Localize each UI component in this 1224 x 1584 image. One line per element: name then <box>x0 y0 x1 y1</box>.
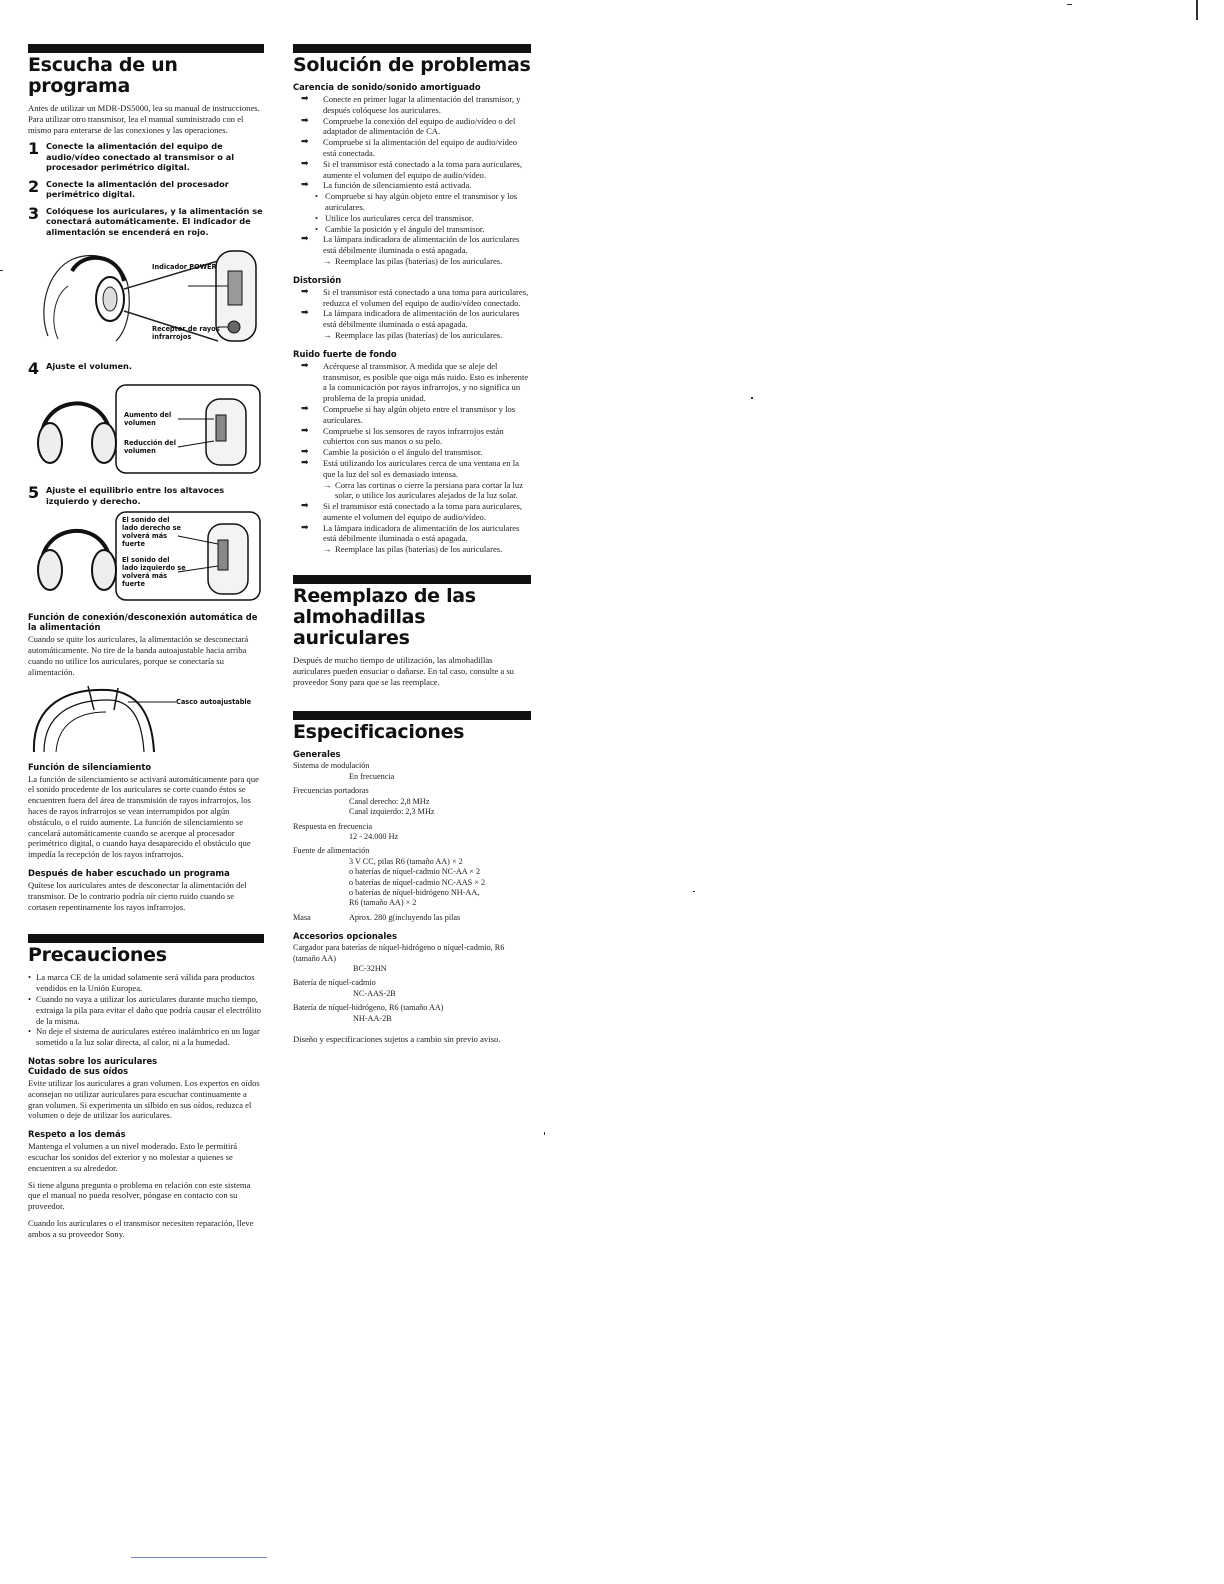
accessory-label: Batería de níquel-hidrógeno, R6 (tamaño AA) <box>293 1003 444 1013</box>
spec-power-line: o baterías de níquel-cadmio NC-AA × 2 <box>349 867 481 877</box>
column-right <box>293 0 531 1051</box>
bullet-icon: • <box>315 191 319 202</box>
scan-line <box>131 1557 267 1558</box>
list-item <box>293 426 531 448</box>
spec-power-label: Fuente de alimentación <box>293 846 370 856</box>
heading-background-noise: Ruido fuerte de fondo <box>293 348 397 359</box>
scan-mark <box>1196 0 1198 20</box>
item-text: Acérquese al transmisor. A medida que se aleje del transmisor, es posible que oiga más ruido. Esto es inherente a la comunicación por rayos infrarrojos, y no significa un problema de la propia unidad. <box>323 360 529 404</box>
item-text: Compruebe si los sensores de rayos infrarrojos están cubiertos con sus manos o su pelo. <box>323 425 504 447</box>
column-left <box>28 0 264 1245</box>
figure-balance <box>28 510 264 604</box>
step-1 <box>28 141 264 173</box>
item-text: La lámpara indicadora de alimentación de los auriculares está débilmente iluminada o está apagada. <box>323 308 520 330</box>
arrow-right-icon: ➡ <box>301 115 309 126</box>
arrow-right-icon: ➡ <box>301 403 309 414</box>
item-text: Compruebe si hay algún objeto entre el transmisor y los auriculares. <box>325 191 518 212</box>
arrow-right-icon: ➡ <box>301 94 309 104</box>
sub-item <box>293 480 531 502</box>
list-item <box>293 447 531 458</box>
mute-paragraph: La función de silenciamiento se activará automáticamente para que el sonido procedente de los auriculares se corte cuando éstos se encuentren fuera del área de transmisión de rayos infrarrojos, los haces de rayos infrarrojos se vean interrumpidos por algún obstáculo, o el ruido aumente. La función de silenciamiento se cancelará automáticamente cuando se acerque al procesador perimétrico digital, o cuando haya desaparecido el obstáculo que impedía la recepción de los rayos infrarrojos. <box>28 773 259 860</box>
step-2 <box>28 176 264 200</box>
spec-carrier-right: Canal derecho: 2,8 MHz <box>349 796 430 806</box>
spec-power-line: o baterías de níquel-hidrógeno NH-AA, <box>349 887 480 897</box>
after-paragraph: Quítese los auriculares antes de desconectar la alimentación del transmisor. De lo contrario podría oír cierto ruido cuando se cortasen repentinamente los rayos infrarrojos. <box>28 879 247 912</box>
heading-distortion: Distorsión <box>293 274 342 285</box>
list-item <box>293 361 531 404</box>
scan-dot <box>0 270 3 271</box>
item-text: Cambie la posición y el ángulo del transmisor. <box>325 223 485 234</box>
list-item <box>293 116 531 138</box>
item-text: Reemplace las pilas (baterías) de los auriculares. <box>335 544 503 555</box>
sub-item <box>293 191 531 213</box>
list-item <box>293 404 531 426</box>
arrow-right-icon: ➡ <box>301 286 309 297</box>
heading-ear-care: Cuidado de sus oídos <box>28 1065 129 1076</box>
figure-power-indicator <box>28 241 264 353</box>
small-arrow-icon: → <box>323 479 332 490</box>
label-balance-right: El sonido del lado derecho se volverá más fuerte <box>122 516 181 549</box>
spec-carrier-label: Frecuencias portadoras <box>293 786 369 796</box>
sub-item <box>293 213 531 224</box>
section-title-earpad-replacement: Reemplazo de las almohadillas auriculares <box>293 585 476 650</box>
arrow-right-icon: ➡ <box>301 425 309 436</box>
accessory-label: Cargador para baterías de níquel-hidrógeno o níquel-cadmio, R6 (tamaño AA) <box>293 943 505 963</box>
item-text: Utilice los auriculares cerca del transmisor. <box>325 212 474 223</box>
item-text: Compruebe si la alimentación del equipo de audio/vídeo está conectada. <box>323 137 518 158</box>
accessory-model: BC-32HN <box>353 963 387 973</box>
scan-dot <box>544 1132 545 1135</box>
small-arrow-icon: → <box>323 329 332 340</box>
arrow-right-icon: ➡ <box>301 522 309 533</box>
step-number: 2 <box>28 176 40 196</box>
headband-illustration <box>28 684 264 754</box>
spec-power-line: 3 V CC, pilas R6 (tamaño AA) × 2 <box>349 856 463 866</box>
item-text: Reemplace las pilas (baterías) de los auriculares. <box>335 329 503 340</box>
section-rule <box>293 44 531 53</box>
label-volume-down: Reducción del volumen <box>124 439 177 456</box>
step-number: 1 <box>28 139 40 159</box>
label-headband: Casco autoajustable <box>176 697 252 706</box>
spec-modulation-value: En frecuencia <box>349 771 395 781</box>
intro-paragraph: Antes de utilizar un MDR-DS5000, lea su manual de instrucciones. Para utilizar otro transmisor, lea el manual suministrado con el mismo para enterarse de las conexiones y las operaciones. <box>28 103 260 135</box>
step-number: 3 <box>28 203 40 223</box>
spec-mass-label: Masa <box>293 912 311 922</box>
item-text: Conecte en primer lugar la alimentación del transmisor, y después colóquese los auriculares. <box>323 94 521 115</box>
heading-respect: Respeto a los demás <box>28 1129 126 1140</box>
scan-dot <box>693 891 695 892</box>
item-text: La función de silenciamiento está activada. <box>323 180 472 191</box>
section-title-precautions: Precauciones <box>28 944 167 967</box>
figure-volume <box>28 381 264 477</box>
item-text: Reemplace las pilas (baterías) de los auriculares. <box>335 255 503 266</box>
heading-no-sound: Carencia de sonido/sonido amortiguado <box>293 82 481 92</box>
step-5 <box>28 485 264 506</box>
item-text: Cambie la posición o el ángulo del transmisor. <box>323 447 483 458</box>
item-text: Está utilizando los auriculares cerca de una ventana en la que la luz del sol es demasiado intensa. <box>323 457 519 479</box>
spec-mass-row <box>293 913 531 923</box>
accessory-label: Batería de níquel-cadmio <box>293 978 376 988</box>
list-item <box>293 94 531 116</box>
section-title-specifications: Especificaciones <box>293 721 465 744</box>
section-rule <box>28 934 264 943</box>
scan-mark <box>1067 4 1072 5</box>
auto-power-paragraph: Cuando se quite los auriculares, la alimentación se desconectará automáticamente. No tire de la banda autoajustable hacia arriba cuando no utilice los auriculares, porque se conectaría su alimentación. <box>28 634 249 677</box>
distortion-group <box>293 287 531 341</box>
earpad-paragraph: Después de mucho tiempo de utilización, las almohadillas auriculares pueden ensuciar o dañarse. En tal caso, consulte a su proveedor Sony para que se las reemplace. <box>293 655 514 687</box>
sub-item <box>293 544 531 555</box>
arrow-right-icon: ➡ <box>301 308 309 319</box>
arrow-right-icon: ➡ <box>301 180 309 191</box>
step-text: Conecte la alimentación del procesador perimétrico digital. <box>46 178 229 200</box>
scan-dot <box>751 397 753 399</box>
step-text: Conecte la alimentación del equipo de audio/vídeo conectado al transmisor o al procesador perimétrico digital. <box>46 141 235 173</box>
item-text: Compruebe si hay algún objeto entre el transmisor y los auriculares. <box>323 403 516 425</box>
ear-care-paragraph: Evite utilizar los auriculares a gran volumen. Los expertos en oídos aconsejan no utilizar auriculares para escuchar continuamente a gran volumen. Si experimenta un silbido en sus oídos, reduzca el volumen o deje de utilizar los auriculares. <box>28 1077 260 1121</box>
sub-item <box>293 224 531 235</box>
label-balance-left: El sonido del lado izquierdo se volverá más fuerte <box>122 556 186 589</box>
step-text: Ajuste el volumen. <box>46 361 132 372</box>
section-rule <box>28 44 264 53</box>
questions-paragraph: Si tiene alguna pregunta o problema en relación con este sistema que el manual no pueda resolver, póngase en contacto con su proveedor. <box>28 1179 251 1212</box>
bullet-icon: • <box>315 223 319 234</box>
repair-paragraph: Cuando los auriculares o el transmisor necesiten reparación, lleve ambos a su proveedor Sony. <box>28 1217 254 1239</box>
spec-change-note: Diseño y especificaciones sujetos a cambio sin previo aviso. <box>293 1034 501 1044</box>
item-text: Compruebe la conexión del equipo de audio/vídeo o del adaptador de alimentación de CA. <box>323 115 516 137</box>
respect-paragraph: Mantenga el volumen a un nivel moderado. Esto le permitirá escuchar los sonidos del exterior y no molestar a quienes se encuentren a su alrededor. <box>28 1141 238 1173</box>
sub-item <box>293 330 531 341</box>
step-4 <box>28 361 264 377</box>
spec-mass-value: Aprox. 280 g(incluyendo las pilas <box>349 912 461 922</box>
heading-headphone-notes: Notas sobre los auriculares <box>28 1055 158 1066</box>
section-title-troubleshooting: Solución de problemas <box>293 54 531 76</box>
spec-power-line: o baterías de níquel-cadmio NC-AAS × 2 <box>349 877 486 887</box>
list-item <box>293 180 531 191</box>
accessory-model: NH-AA-2B <box>353 1013 392 1023</box>
spec-carrier-left: Canal izquierdo: 2,3 MHz <box>349 807 435 817</box>
item-text: Si el transmisor está conectado a una toma para auriculares, reduzca el volumen del equipo de audio/vídeo conectado. <box>323 286 529 308</box>
list-item <box>293 287 531 309</box>
item-text: La lámpara indicadora de alimentación de los auriculares está débilmente iluminada o está apagada. <box>323 522 520 544</box>
arrow-right-icon: ➡ <box>301 360 309 371</box>
small-arrow-icon: → <box>323 255 332 266</box>
spec-modulation-label: Sistema de modulación <box>293 761 370 771</box>
label-power-indicator: Indicador POWER <box>152 263 217 272</box>
heading-mute: Función de silenciamiento <box>28 761 152 772</box>
label-volume-up: Aumento del volumen <box>124 411 172 428</box>
precautions-list <box>28 972 264 1048</box>
list-item <box>293 159 531 181</box>
list-item: • No deje el sistema de auriculares estéreo inalámbrico en un lugar sometido a la luz solar directa, al calor, ni a la humedad. <box>28 1026 264 1048</box>
label-ir-receptor: Receptor de rayos infrarrojos <box>152 325 220 342</box>
item-text: Si el transmisor está conectado a la toma para auriculares, aumente el volumen del equipo de audio/vídeo. <box>323 501 523 522</box>
step-3 <box>28 203 264 238</box>
headphones-volume-illustration <box>28 381 264 477</box>
section-rule <box>293 711 531 720</box>
list-item: • La marca CE de la unidad solamente será válida para productos vendidos en la Unión Europea. <box>28 972 264 994</box>
sub-item <box>293 256 531 267</box>
bullet-icon: • <box>315 212 319 223</box>
list-item <box>293 458 531 480</box>
list-item <box>293 308 531 330</box>
list-item: • Cuando no vaya a utilizar los auriculares durante mucho tiempo, extraiga la pila para evitar el daño que podría causar el electrólito de la misma. <box>28 994 264 1026</box>
list-item <box>293 501 531 523</box>
small-arrow-icon: → <box>323 544 332 555</box>
section-rule <box>293 575 531 584</box>
list-item <box>293 234 531 256</box>
heading-general: Generales <box>293 749 341 760</box>
figure-self-adjusting-band <box>28 684 264 754</box>
arrow-right-icon: ➡ <box>301 137 309 148</box>
item-text: Si el transmisor está conectado a la toma para auriculares, aumente el volumen del equipo de audio/vídeo. <box>323 158 523 180</box>
section-title-listening: Escucha de un programa <box>28 54 178 97</box>
item-text: La lámpara indicadora de alimentación de los auriculares está débilmente iluminada o está apagada. <box>323 234 520 256</box>
arrow-right-icon: ➡ <box>301 457 309 468</box>
arrow-right-icon: ➡ <box>301 501 309 512</box>
arrow-right-icon: ➡ <box>301 447 309 458</box>
arrow-right-icon: ➡ <box>301 158 309 169</box>
arrow-right-icon: ➡ <box>301 234 309 245</box>
accessory-model: NC-AAS-2B <box>353 988 396 998</box>
noise-group <box>293 361 531 555</box>
no-sound-group <box>293 94 531 267</box>
step-text: Ajuste el equilibrio entre los altavoces izquierdo y derecho. <box>46 485 225 506</box>
list-item <box>293 523 531 545</box>
item-text: Corra las cortinas o cierre la persiana para cortar la luz solar, o utilice los auriculares alejados de la luz solar. <box>335 479 524 501</box>
spec-response-value: 12 - 24.000 Hz <box>349 831 399 841</box>
step-number: 4 <box>28 359 40 379</box>
step-number: 5 <box>28 483 40 503</box>
spec-response-label: Respuesta en frecuencia <box>293 821 373 831</box>
heading-after-listening: Después de haber escuchado un programa <box>28 867 230 878</box>
list-item <box>293 137 531 159</box>
spec-power-line: R6 (tamaño AA) × 2 <box>349 898 417 908</box>
heading-optional-accessories: Accesorios opcionales <box>293 931 397 942</box>
step-text: Colóquese los auriculares, y la alimentación se conectará automáticamente. El indicador de alimentación se encenderá en rojo. <box>46 205 263 237</box>
heading-auto-power: Función de conexión/desconexión automática de la alimentación <box>28 612 258 633</box>
